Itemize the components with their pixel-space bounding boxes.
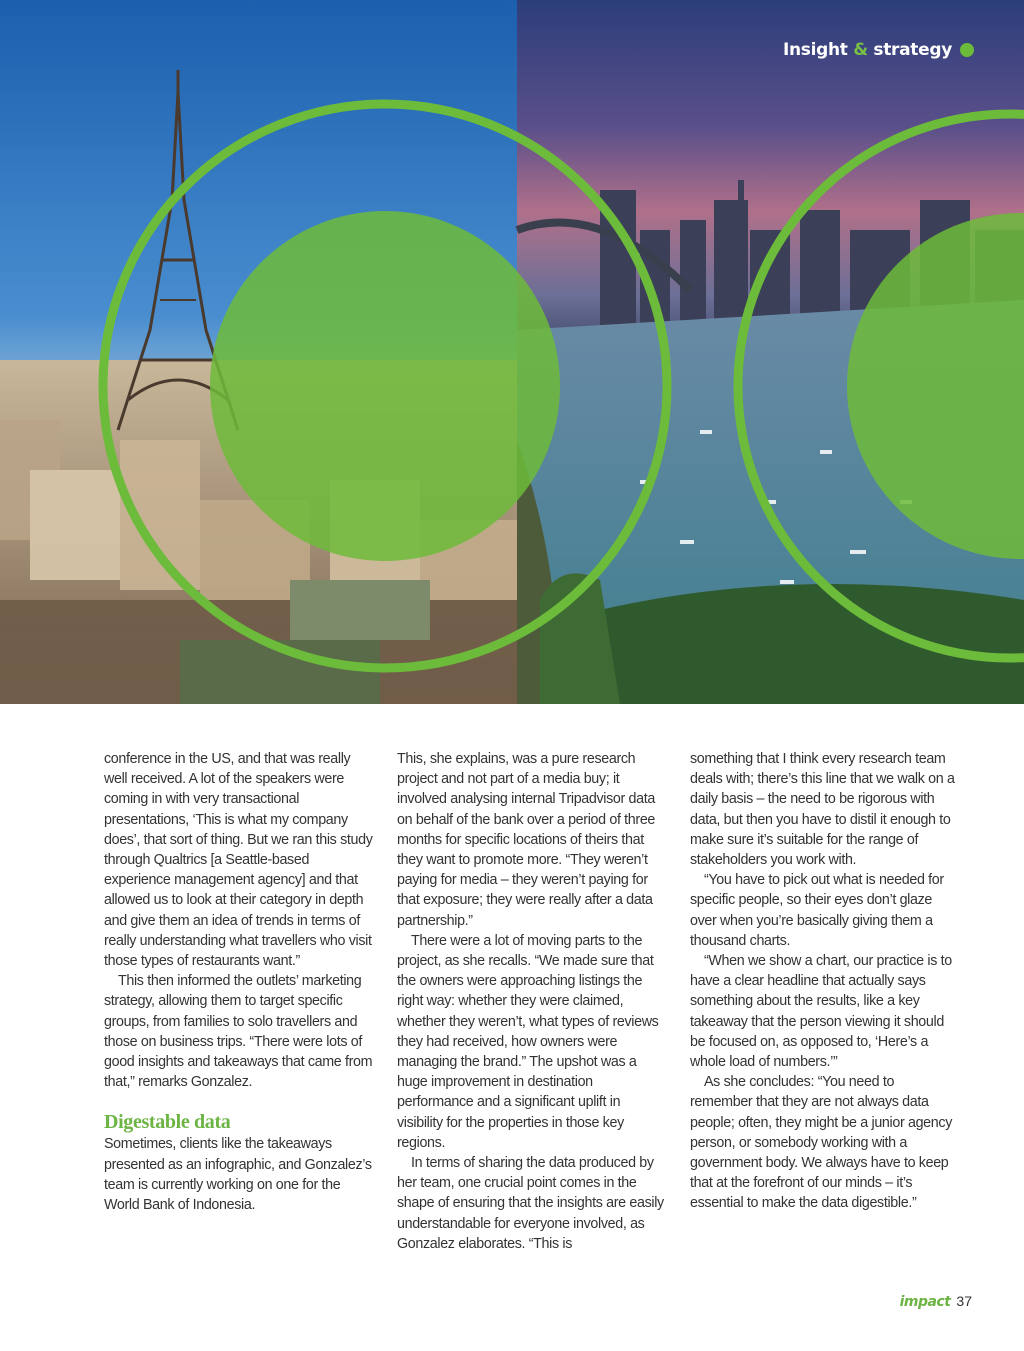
page-footer [900,1293,972,1310]
paragraph: conference in the US, and that was really well received. A lot of the speakers were coming in with very transactional presentations, ‘This is what my company does’, that sort of thing. But we ran this study through Qualtrics [a Seattle-based experience management agency] and that allowed us to look at their category in depth and give them an idea of trends in terms of really understanding what travellers who visit those types of restaurants want.” [104,751,373,970]
paragraph: As she concludes: “You need to remember that they are not always data people; often, they might be a junior agency person, or somebody working with a government body. We always have to keep that at the forefront of our minds – it’s essential to make the data digestible.” [690,1074,952,1212]
paragraph: This, she explains, was a pure research project and not part of a media buy; it involved analysing internal Tripadvisor data on behalf of the bank over a period of three months for specific locations of theirs that they want to promote more. “They weren’t paying for media – they weren’t paying for that exposure; they were really after a data partnership.” [397,751,656,929]
paragraph: There were a lot of moving parts to the project, as she recalls. “We made sure that the owners were approaching listings the right way: whether they were claimed, whether they weren’t, what types of reviews they had received, how owners were managing the brand.” The upshot was a huge improvement in destination performance and a significant uplift in visibility for the properties in those key regions. [397,932,659,1151]
section-title [783,40,952,60]
section-word-strategy: strategy [873,40,952,60]
green-dot-icon [960,43,974,57]
page-number: 37 [956,1293,972,1309]
paragraph: This then informed the outlets’ marketing strategy, allowing them to target specific groups, from families to solo travellers and those on business trips. “There were lots of good insights and takeaways that came from that,” remarks Gonzalez. [104,973,373,1091]
article-column-2 [397,749,667,1254]
article-column-3 [690,749,960,1214]
paragraph: something that I think every research team deals with; there’s this line that we walk on a daily basis – the need to be rigorous with data, but then you have to distil it enough to make sure it’s suitable for the range of stakeholders you work with. [690,751,955,869]
brand-logo: impact [899,1294,951,1310]
paragraph: “When we show a chart, our practice is to have a clear headline that actually says something about the results, like a key takeaway that the person viewing it should be focused on, as opposed to, ‘Here’s a whole load of numbers.’” [690,953,952,1071]
green-disc-left [210,211,560,561]
section-word-insight: Insight [782,40,848,60]
section-tag [783,40,974,60]
article-column-1 [104,749,374,1215]
section-ampersand: & [853,40,868,60]
paragraph: “You have to pick out what is needed for specific people, so their eyes don’t glaze over when you’re basically giving them a thousand charts. [690,872,944,949]
paragraph: Sometimes, clients like the takeaways presented as an infographic, and Gonzalez’s team is currently working on one for the World Bank of Indonesia. [104,1136,372,1214]
paragraph: In terms of sharing the data produced by her team, one crucial point comes in the shape of ensuring that the insights are easily understandable for everyone involved, as Gonzalez elaborates. “This is [397,1155,664,1252]
subheading: Digestable data [104,1111,231,1134]
